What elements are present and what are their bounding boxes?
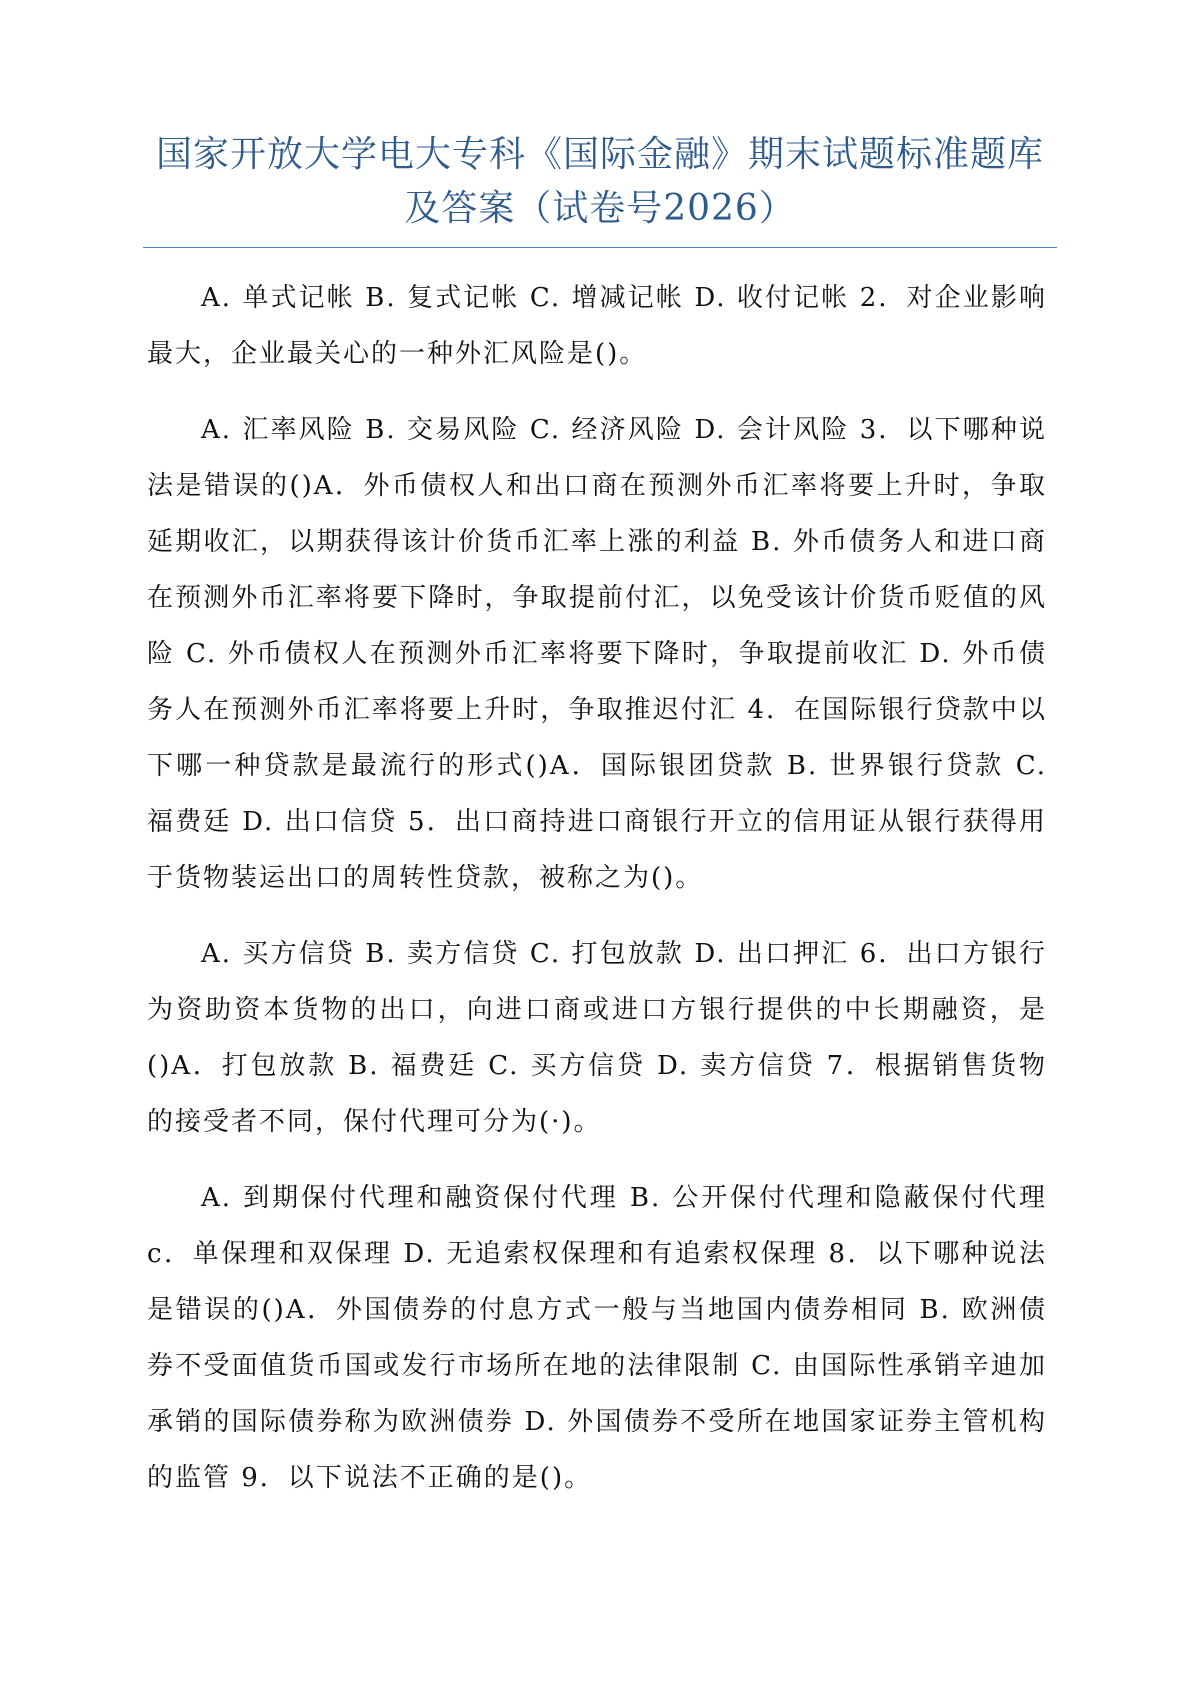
paragraph-2: A. 汇率风险 B. 交易风险 C. 经济风险 D. 会计风险 3．以下哪种说法是错误的()A．外币债权人和出口商在预测外币汇率将要上升时，争取延期收汇，以期获得该计价货币汇率上涨的利益 B. 外币债务人和进口商在预测外币汇率将要下降时，争取提前付汇，以免受该计价货币贬值的风险 C. 外币债权人在预测外币汇率将要下降时，争取提前收汇 D. 外币债务人在预测外币汇率将要上升时，争取推迟付汇 4．在国际银行贷款中以下哪一种贷款是最流行的形式()A．国际银团贷款 B. 世界银行贷款 C. 福费廷 D. 出口信贷 5．出口商持进口商银行开立的信用证从银行获得用于货物装运出口的周转性贷款，被称之为()。 bbox=[147, 415, 1047, 893]
paragraph-4: A. 到期保付代理和融资保付代理 B. 公开保付代理和隐蔽保付代理 c．单保理和双保理 D. 无追索权保理和有追索权保理 8．以下哪种说法是错误的()A．外国债券的付息方式一般与当地国内债券相同 B. 欧洲债券不受面值货币国或发行市场所在地的法律限制 C. 由国际性承销辛迪加承销的国际债券称为欧洲债券 D. 外国债券不受所在地国家证券主管机构的监管 9．以下说法不正确的是()。 bbox=[147, 1183, 1047, 1493]
document-body bbox=[147, 270, 1047, 1526]
title-divider bbox=[143, 247, 1057, 248]
paragraph-1: A. 单式记帐 B. 复式记帐 C. 增减记帐 D. 收付记帐 2．对企业影响最大，企业最关心的一种外汇风险是()。 bbox=[147, 283, 1047, 369]
paragraph-3: A. 买方信贷 B. 卖方信贷 C. 打包放款 D. 出口押汇 6．出口方银行为资助资本货物的出口，向进口商或进口方银行提供的中长期融资，是()A．打包放款 B. 福费廷 C. 买方信贷 D. 卖方信贷 7．根据销售货物的接受者不同，保付代理可分为(·)。 bbox=[147, 939, 1047, 1137]
document-title: 国家开放大学电大专科《国际金融》期末试题标准题库及答案（试卷号2026） bbox=[155, 134, 1044, 229]
